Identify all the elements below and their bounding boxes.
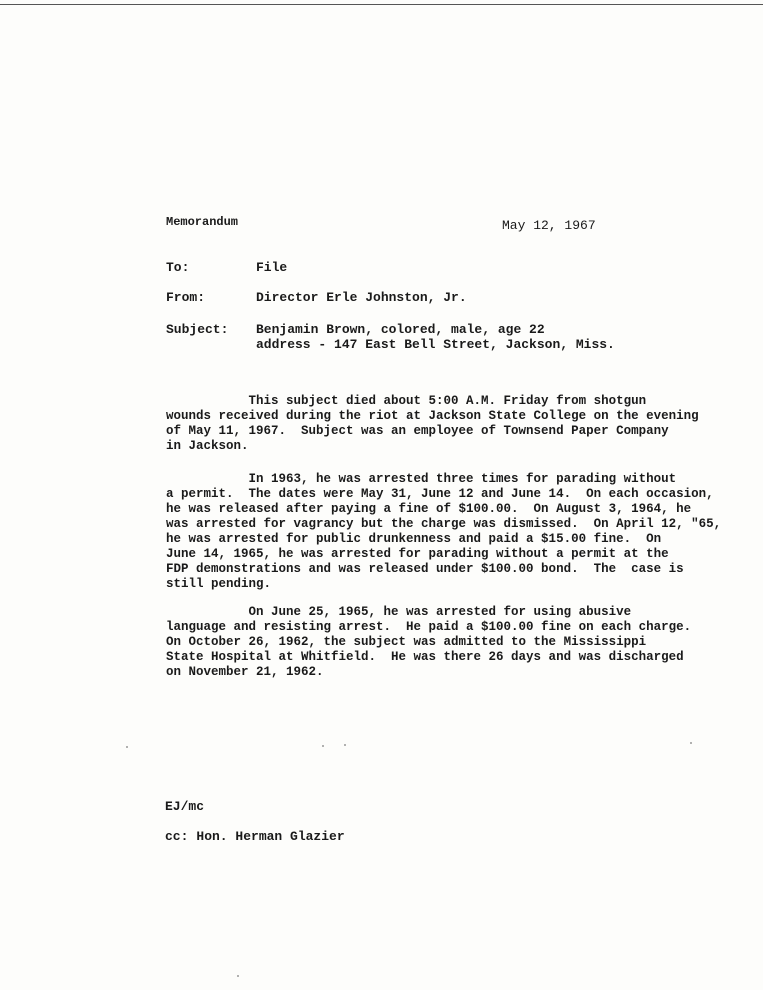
to-label: To: [166,260,190,275]
paragraph-line: This subject died about 5:00 A.M. Friday from shotgun [166,394,647,408]
paragraph-line: FDP demonstrations and was released under $100.00 bond. The case is [166,562,684,576]
paragraph-line: June 14, 1965, he was arrested for parading without a permit at the [166,547,669,561]
from-value: Director Erle Johnston, Jr. [256,290,467,305]
memo-date: May 12, 1967 [502,218,596,233]
paragraph-line: On October 26, 1962, the subject was admitted to the Mississippi [166,635,647,649]
paragraph-line: a permit. The dates were May 31, June 12 and June 14. On each occasion, [166,487,714,501]
from-label: From: [166,290,206,305]
subject-value [256,322,615,352]
cc-label: cc: [165,829,189,844]
body-paragraph-1 [166,394,726,454]
paragraph-line: State Hospital at Whitfield. He was there 26 days and was discharged [166,650,684,664]
scan-speck [690,742,692,744]
paragraph-line: language and resisting arrest. He paid a $100.00 fine on each charge. [166,620,692,634]
paragraph-line: In 1963, he was arrested three times for parading without [166,472,677,486]
paragraph-line: he was released after paying a fine of $100.00. On August 3, 1964, he [166,502,692,516]
paragraph-line: of May 11, 1967. Subject was an employee of Townsend Paper Company [166,424,669,438]
scan-speck [126,746,128,748]
memo-type-label: Memorandum [166,215,239,229]
paragraph-line: still pending. [166,577,272,591]
carbon-copy-line [165,829,345,844]
subject-line-2: address - 147 East Bell Street, Jackson, Miss. [256,337,615,352]
subject-label: Subject: [166,322,229,337]
body-paragraph-3 [166,605,726,680]
typist-initials: EJ/mc [165,799,205,814]
paragraph-line: he was arrested for public drunkenness and paid a $15.00 fine. On [166,532,662,546]
scan-speck [322,745,324,747]
paragraph-line: was arrested for vagrancy but the charge was dismissed. On April 12, "65, [166,517,722,531]
body-paragraph-2 [166,472,726,592]
paragraph-line: in Jackson. [166,439,249,453]
scan-speck [344,744,346,746]
cc-recipient: Hon. Herman Glazier [196,829,345,844]
paragraph-line: on November 21, 1962. [166,665,324,679]
paragraph-line: On June 25, 1965, he was arrested for using abusive [166,605,632,619]
to-value: File [256,260,288,275]
paragraph-line: wounds received during the riot at Jackson State College on the evening [166,409,699,423]
scan-speck [237,975,239,977]
subject-line-1: Benjamin Brown, colored, male, age 22 [256,322,545,337]
